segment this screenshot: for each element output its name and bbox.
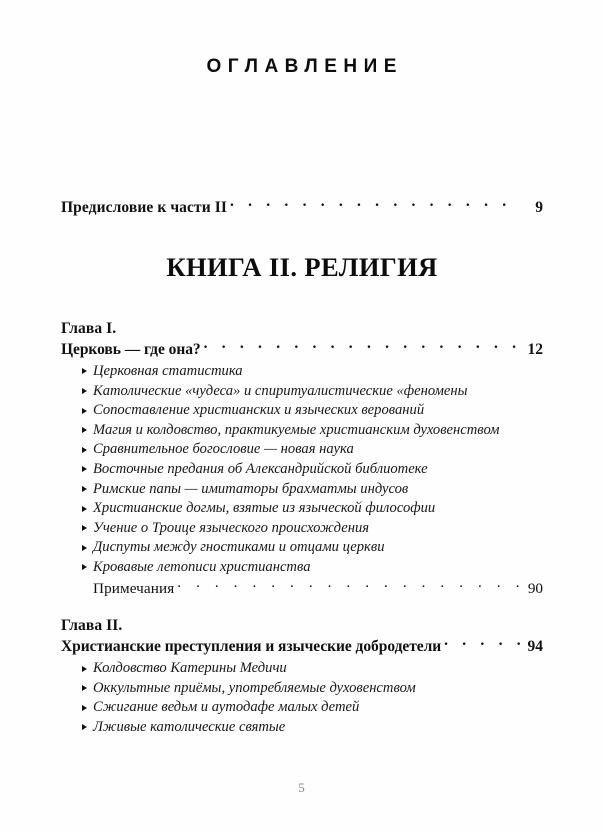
- topic-label: Сопоставление христианских и языческих верований: [93, 402, 425, 419]
- dot-leader: [230, 196, 520, 212]
- triangle-bullet-icon: [82, 368, 87, 374]
- page-title: ОГЛАВЛЕНИЕ: [206, 56, 403, 77]
- list-item[interactable]: [82, 718, 543, 738]
- chapter-topic-list: [61, 659, 543, 737]
- toc-entry-preface[interactable]: [61, 196, 543, 218]
- list-item[interactable]: [82, 401, 543, 421]
- topic-label: Сжигание ведьм и аутодафе малых детей: [93, 699, 360, 716]
- triangle-bullet-icon: [82, 666, 87, 672]
- list-item[interactable]: [82, 421, 543, 441]
- triangle-bullet-icon: [82, 388, 87, 394]
- list-item[interactable]: [82, 440, 543, 460]
- chapter-block-2: [61, 616, 543, 738]
- dot-leader: [204, 339, 520, 355]
- page-folio: 5: [298, 780, 305, 795]
- toc-entry-page: 9: [535, 198, 543, 216]
- topic-label: Учение о Троице языческого происхождения: [93, 519, 370, 536]
- triangle-bullet-icon: [82, 447, 87, 453]
- triangle-bullet-icon: [82, 525, 87, 531]
- list-item[interactable]: [82, 460, 543, 480]
- chapter-number: Глава II.: [61, 616, 123, 634]
- toc-entry-chapter-2[interactable]: [61, 636, 543, 658]
- list-item[interactable]: [82, 382, 543, 402]
- toc-entry-label: Предисловие к части II: [61, 198, 227, 216]
- triangle-bullet-icon: [82, 685, 87, 691]
- list-item[interactable]: [82, 558, 543, 578]
- list-item[interactable]: [82, 362, 543, 382]
- list-item[interactable]: [82, 519, 543, 539]
- dot-leader: [177, 578, 520, 593]
- topic-label: Кровавые летописи христианства: [93, 558, 311, 575]
- toc-entry-page: 12: [527, 341, 543, 358]
- toc-entry-page: 90: [527, 579, 543, 597]
- topic-label: Магия и колдовство, практикуемые христианским духовенством: [93, 421, 500, 438]
- list-item[interactable]: [82, 538, 543, 558]
- list-item[interactable]: [82, 480, 543, 500]
- topic-label: Колдовство Катерины Медичи: [93, 660, 287, 677]
- toc-entry-label: Церковь — где она?: [61, 341, 201, 358]
- chapter-block-1: [61, 319, 543, 599]
- dot-leader: [444, 636, 520, 652]
- toc-content: [61, 196, 543, 738]
- topic-label: Христианские догмы, взятые из языческой философии: [93, 500, 436, 517]
- toc-entry-label: Примечания: [93, 579, 175, 597]
- triangle-bullet-icon: [82, 466, 87, 472]
- list-item[interactable]: [82, 659, 543, 679]
- triangle-bullet-icon: [82, 545, 87, 551]
- chapter-topic-list: [61, 362, 543, 578]
- topic-label: Диспуты между гностиками и отцами церкви: [93, 539, 385, 556]
- toc-entry-chapter-1[interactable]: [61, 339, 543, 361]
- triangle-bullet-icon: [82, 564, 87, 570]
- topic-label: Восточные предания об Александрийской библиотеке: [93, 460, 428, 477]
- triangle-bullet-icon: [82, 427, 87, 433]
- topic-label: Сравнительное богословие — новая наука: [93, 441, 354, 458]
- list-item[interactable]: [82, 698, 543, 718]
- triangle-bullet-icon: [82, 705, 87, 711]
- toc-entry-label: Христианские преступления и языческие добродетели: [61, 638, 442, 656]
- topic-label: Римские папы — имитаторы брахматмы индусов: [93, 480, 409, 497]
- chapter-number: Глава I.: [61, 319, 117, 337]
- list-item[interactable]: [82, 679, 543, 699]
- toc-entry-page: 94: [527, 638, 543, 656]
- toc-entry-notes-1[interactable]: [93, 578, 543, 599]
- list-item[interactable]: [82, 499, 543, 519]
- book-title: КНИГА II. РЕЛИГИЯ: [166, 251, 438, 282]
- topic-label: Оккультные приёмы, употребляемые духовенством: [93, 679, 416, 696]
- triangle-bullet-icon: [82, 724, 87, 730]
- topic-label: Церковная статистика: [93, 363, 243, 379]
- triangle-bullet-icon: [82, 408, 87, 414]
- topic-label: Лживые католические святые: [93, 719, 286, 735]
- triangle-bullet-icon: [82, 486, 87, 492]
- triangle-bullet-icon: [82, 506, 87, 512]
- topic-label: Католические «чудеса» и спиритуалистические «феномены: [93, 382, 468, 399]
